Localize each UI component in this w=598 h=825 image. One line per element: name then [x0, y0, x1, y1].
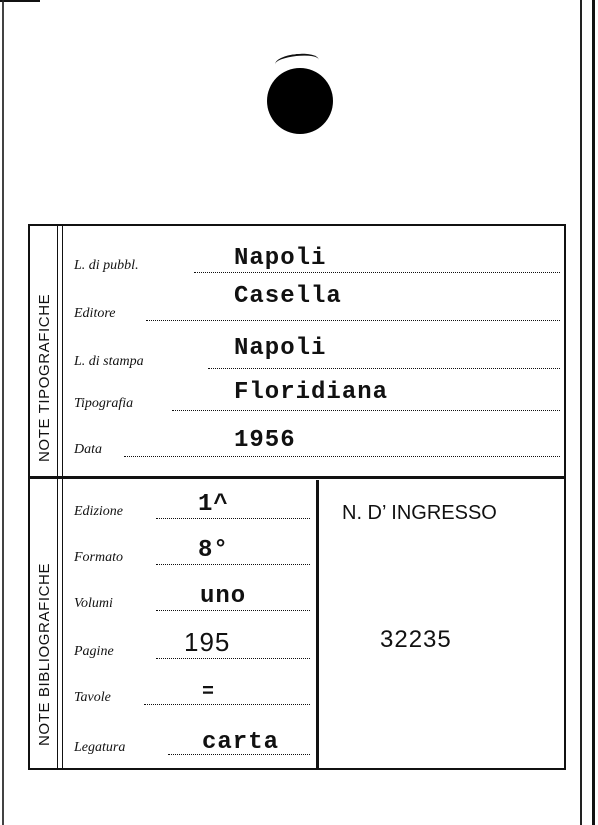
card-right-border — [592, 0, 595, 825]
field-luogo-pubblicazione — [74, 238, 560, 278]
dotted-line — [194, 272, 560, 273]
field-pagine — [74, 624, 310, 664]
field-tipografia — [74, 376, 560, 416]
field-label: Edizione — [74, 504, 123, 519]
field-label: Tipografia — [74, 396, 134, 411]
side-column-divider — [57, 226, 63, 768]
dotted-line — [156, 518, 310, 519]
card-left-edge — [2, 0, 4, 825]
field-edizione — [74, 484, 310, 524]
dotted-line — [146, 320, 560, 321]
field-value: uno — [200, 583, 247, 610]
field-tavole — [74, 670, 310, 710]
note-bibliografiche-heading: NOTE BIBLIOGRAFICHE — [36, 562, 53, 746]
section-separator — [28, 476, 566, 479]
field-value: Casella — [234, 283, 342, 310]
field-data — [74, 422, 560, 462]
field-value: 1^ — [198, 491, 229, 518]
field-value: Napoli — [234, 335, 327, 362]
field-formato — [74, 530, 310, 570]
dotted-line — [156, 610, 310, 611]
dotted-line — [172, 410, 560, 411]
field-value: = — [202, 681, 216, 704]
catalog-card — [28, 224, 566, 770]
field-value: 195 — [184, 627, 231, 657]
ingresso-label: N. D’ INGRESSO — [342, 502, 497, 524]
note-tipografiche-heading: NOTE TIPOGRAFICHE — [36, 293, 53, 462]
field-label: Legatura — [74, 740, 126, 755]
dotted-line — [124, 456, 560, 457]
ingresso-divider — [316, 480, 319, 768]
dotted-line — [156, 658, 310, 659]
dotted-line — [208, 368, 560, 369]
field-volumi — [74, 576, 310, 616]
field-value: 8° — [198, 537, 229, 564]
field-label: Pagine — [74, 644, 114, 659]
field-label: L. di pubbl. — [74, 258, 139, 273]
field-value: Napoli — [234, 245, 327, 272]
field-value: carta — [202, 729, 280, 756]
field-label: L. di stampa — [74, 354, 144, 369]
dotted-line — [156, 564, 310, 565]
field-label: Volumi — [74, 596, 113, 611]
field-editore — [74, 283, 560, 326]
dotted-line — [144, 704, 310, 705]
field-legatura — [74, 720, 310, 760]
field-label: Editore — [74, 306, 116, 321]
field-value: 1956 — [234, 427, 296, 454]
ingresso-number: 32235 — [380, 626, 452, 653]
punch-hole — [267, 68, 333, 134]
card-top-edge — [0, 0, 40, 2]
field-label: Data — [74, 442, 102, 457]
field-label: Tavole — [74, 690, 111, 705]
field-luogo-stampa — [74, 334, 560, 374]
field-value: Floridiana — [234, 379, 389, 406]
card-right-edge — [580, 0, 582, 825]
field-label: Formato — [74, 550, 123, 565]
